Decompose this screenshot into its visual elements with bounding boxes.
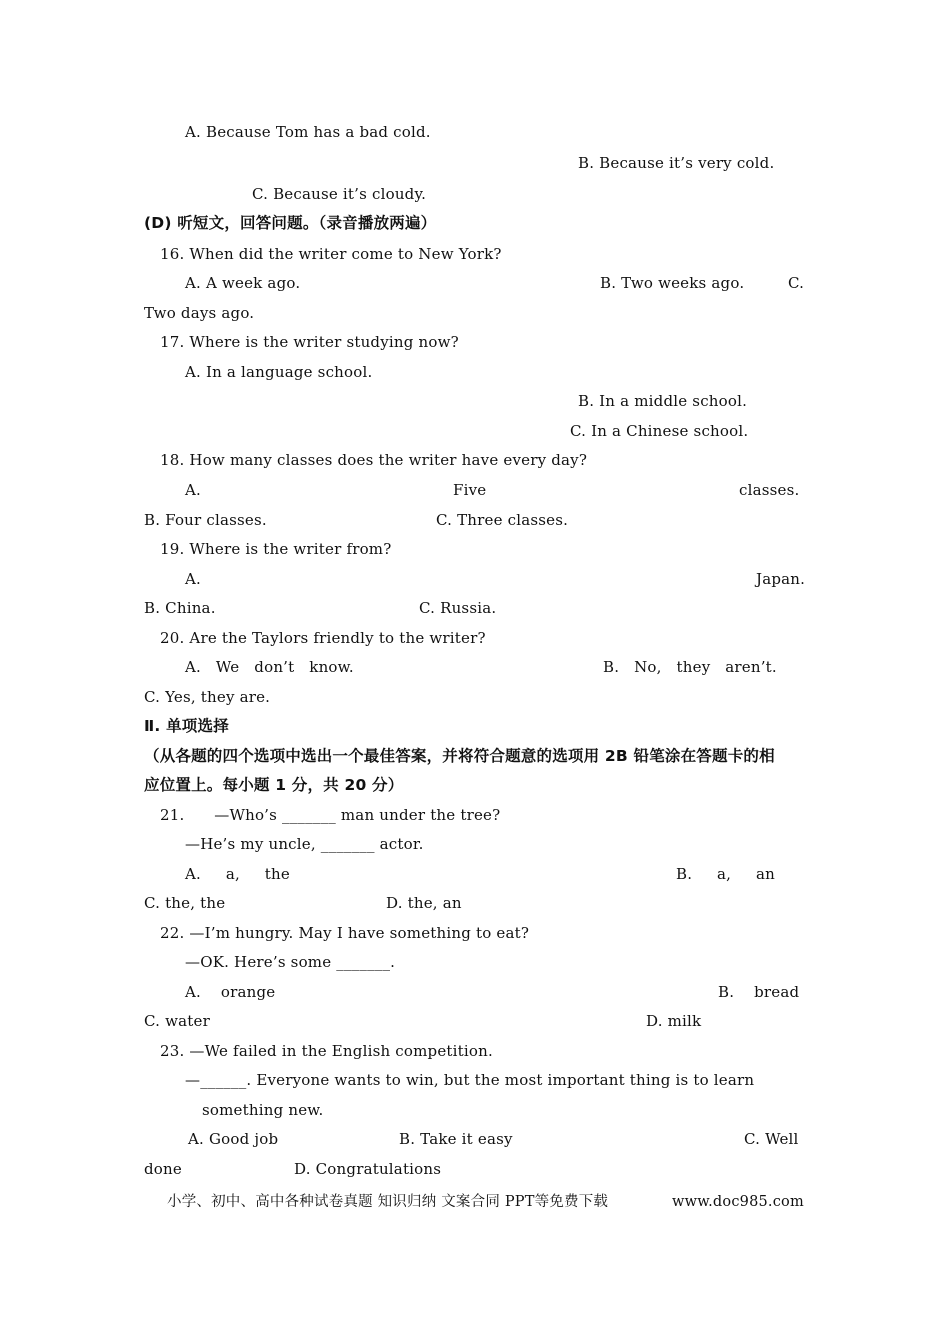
q21-option-c: C. the, the [144,894,226,912]
q16-option-a: A. A week ago. [185,274,301,292]
q17-option-b: B. In a middle school. [578,392,748,410]
q20-option-b: B. No, they aren’t. [603,658,777,676]
q17-option-c: C. In a Chinese school. [570,422,749,440]
q15-option-c: C. Because it’s cloudy. [252,185,427,203]
q21-option-d: D. the, an [386,894,462,912]
q22-line2: —OK. Here’s some _______. [185,953,396,971]
footer-text: 小学、初中、高中各种试卷真题 知识归纳 文案合同 PPT等免费下载 [167,1194,609,1210]
q22-option-d: D. milk [646,1012,702,1030]
section2-heading: Ⅱ. 单项选择 [144,717,229,735]
q22-stem: 22. —I’m hungry. May I have something to eat? [160,924,530,942]
q18-option-a-word1: Five [453,481,487,499]
q21-stem: 21. —Who’s _______ man under the tree? [160,806,501,824]
q23-stem: 23. —We failed in the English competition. [160,1042,493,1060]
q23-line2: —______. Everyone wants to win, but the most important thing is to learn [185,1071,755,1089]
q19-stem: 19. Where is the writer from? [160,540,392,558]
q23-line3: something new. [202,1101,324,1119]
q17-option-a: A. In a language school. [185,363,373,381]
q15-option-a: A. Because Tom has a bad cold. [185,123,431,141]
q23-option-c-continued: done [144,1160,182,1178]
q16-stem: 16. When did the writer come to New York? [160,245,502,263]
q22-option-a: A. orange [185,983,276,1001]
q20-stem: 20. Are the Taylors friendly to the writer? [160,629,486,647]
q20-option-c: C. Yes, they are. [144,688,271,706]
q23-option-a: A. Good job [188,1130,279,1148]
q16-option-c-text: Two days ago. [144,304,255,322]
q18-option-b: B. Four classes. [144,511,267,529]
q20-option-a: A. We don’t know. [185,658,354,676]
q16-option-b: B. Two weeks ago. [600,274,745,292]
section-d-heading: (D) 听短文，回答问题。（录音播放两遍） [144,214,437,232]
q23-option-d: D. Congratulations [294,1160,442,1178]
q18-option-a-word2: classes. [739,481,800,499]
footer-url: www.doc985.com [672,1194,804,1210]
q23-option-b: B. Take it easy [399,1130,513,1148]
section2-instructions-line2: 应位置上。每小题 1 分，共 20 分） [144,776,404,794]
q19-option-b: B. China. [144,599,216,617]
section2-instructions-line1: （从各题的四个选项中选出一个最佳答案，并将符合题意的选项用 2B 铅笔涂在答题卡的相 [144,747,775,765]
q21-option-b: B. a, an [676,865,775,883]
q19-option-a-text: Japan. [756,570,806,588]
q21-line2: —He’s my uncle, _______ actor. [185,835,424,853]
q22-option-b: B. bread [718,983,800,1001]
q21-option-a: A. a, the [185,865,290,883]
q19-option-c: C. Russia. [419,599,497,617]
q18-option-c: C. Three classes. [436,511,569,529]
q18-option-a-marker: A. [185,481,202,499]
q23-option-c: C. Well [744,1130,799,1148]
q16-option-c-marker: C. [788,274,805,292]
q22-option-c: C. water [144,1012,210,1030]
q17-stem: 17. Where is the writer studying now? [160,333,459,351]
q19-option-a-marker: A. [185,570,202,588]
q18-stem: 18. How many classes does the writer have every day? [160,451,588,469]
q15-option-b: B. Because it’s very cold. [578,154,775,172]
